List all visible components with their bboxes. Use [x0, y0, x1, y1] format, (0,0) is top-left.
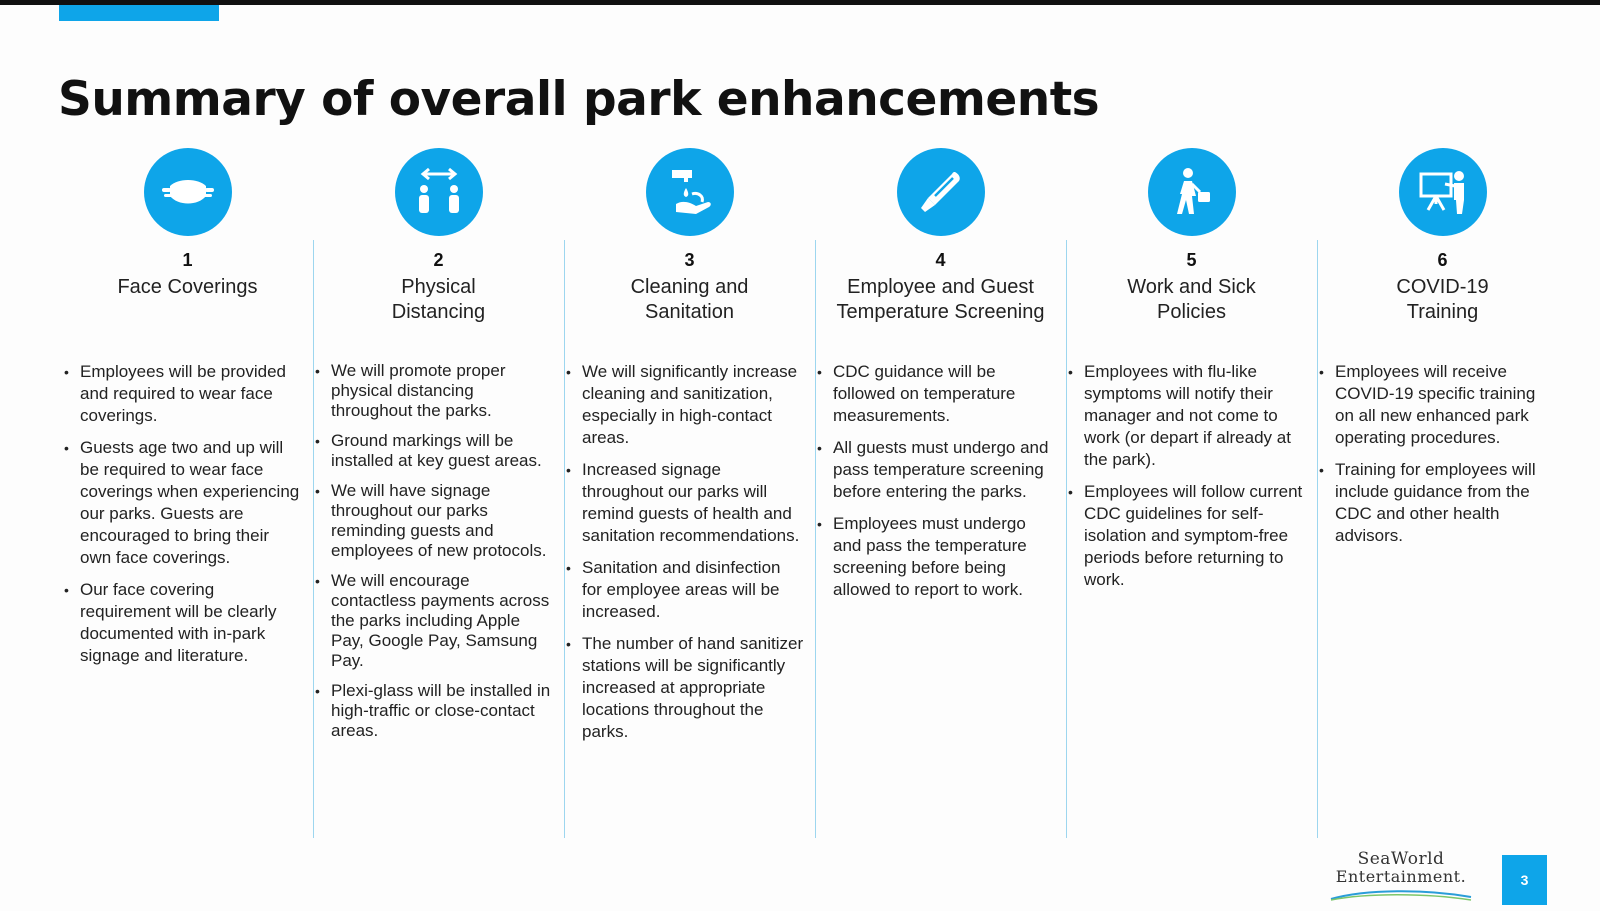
page-number-badge: 3 [1502, 855, 1547, 905]
column-heading: Work and Sick Policies [1127, 276, 1256, 323]
column-covid-training [1317, 148, 1568, 838]
physical-distancing-icon [395, 148, 483, 236]
bullet-item: • Ground markings will be installed at key guest areas. [331, 431, 554, 471]
slide-title: Summary of overall park enhancements [58, 72, 1100, 127]
accent-bar [59, 5, 219, 21]
column-divider [1317, 240, 1318, 838]
bullet-item: • Employees must undergo and pass the temperature screening before being allowed to report to work. [833, 513, 1056, 601]
hand-sanitizer-icon [646, 148, 734, 236]
column-heading: Employee and Guest Temperature Screening [836, 276, 1045, 323]
bullet-item: • We will encourage contactless payments across the parks including Apple Pay, Google Pay, Samsung Pay. [331, 571, 554, 671]
thermometer-icon [897, 148, 985, 236]
logo-line-1: SeaWorld [1357, 849, 1445, 869]
column-number: 1 [182, 250, 193, 270]
column-divider [1066, 240, 1067, 838]
bullet-item: • Guests age two and up will be required to wear face coverings when experiencing our parks. Guests are encouraged to bring their own face coverings. [80, 437, 303, 569]
bullet-item: • The number of hand sanitizer stations will be significantly increased at appropriate locations throughout the parks. [582, 633, 805, 743]
column-temperature-screening [815, 148, 1066, 838]
column-divider [815, 240, 816, 838]
logo-line-2: Entertainment. [1335, 867, 1467, 886]
column-heading: Cleaning and Sanitation [630, 276, 749, 323]
presentation-board-icon [1399, 148, 1487, 236]
bullet-item: • Employees will follow current CDC guidelines for self-isolation and symptom-free periods before returning to work. [1084, 481, 1307, 591]
bullet-item: • Increased signage throughout our parks will remind guests of health and sanitation recommendations. [582, 459, 805, 547]
bullet-list [62, 361, 313, 667]
column-heading: COVID-19 Training [1396, 276, 1489, 323]
bullet-list [1066, 361, 1317, 591]
bullet-item: • CDC guidance will be followed on temperature measurements. [833, 361, 1056, 427]
bullet-list [564, 361, 815, 743]
bullet-list [313, 361, 564, 741]
bullet-item: • Plexi-glass will be installed in high-traffic or close-contact areas. [331, 681, 554, 741]
bullet-item: • We will promote proper physical distancing throughout the parks. [331, 361, 554, 421]
bullet-item: • Training for employees will include guidance from the CDC and other health advisors. [1335, 459, 1558, 547]
column-divider [313, 240, 314, 838]
face-mask-icon [144, 148, 232, 236]
column-work-sick-policies [1066, 148, 1317, 838]
column-number: 3 [684, 250, 695, 270]
bullet-item: • Sanitation and disinfection for employee areas will be increased. [582, 557, 805, 623]
column-cleaning-sanitation [564, 148, 815, 838]
column-heading: Face Coverings [117, 276, 258, 298]
bullet-item: • We will significantly increase cleaning and sanitization, especially in high-contact areas. [582, 361, 805, 449]
bullet-item: • Employees will receive COVID-19 specific training on all new enhanced park operating procedures. [1335, 361, 1558, 449]
column-number: 2 [433, 250, 444, 270]
bullet-list [1317, 361, 1568, 547]
bullet-list [815, 361, 1066, 601]
top-rule [0, 0, 1600, 5]
column-number: 4 [935, 250, 946, 270]
person-walking-briefcase-icon [1148, 148, 1236, 236]
bullet-item: • Our face covering requirement will be clearly documented with in-park signage and literature. [80, 579, 303, 667]
bullet-item: • Employees will be provided and required to wear face coverings. [80, 361, 303, 427]
column-number: 6 [1437, 250, 1448, 270]
column-heading: Physical Distancing [391, 276, 486, 323]
bullet-item: • We will have signage throughout our parks reminding guests and employees of new protocols. [331, 481, 554, 561]
bullet-item: • Employees with flu-like symptoms will notify their manager and not come to work (or depart if already at the park). [1084, 361, 1307, 471]
column-physical-distancing [313, 148, 564, 838]
column-divider [564, 240, 565, 838]
company-logo [1326, 851, 1476, 901]
bullet-item: • All guests must undergo and pass temperature screening before entering the parks. [833, 437, 1056, 503]
column-number: 5 [1186, 250, 1197, 270]
enhancement-columns [62, 148, 1568, 838]
logo-wave-icon [1326, 887, 1476, 901]
column-face-coverings [62, 148, 313, 838]
